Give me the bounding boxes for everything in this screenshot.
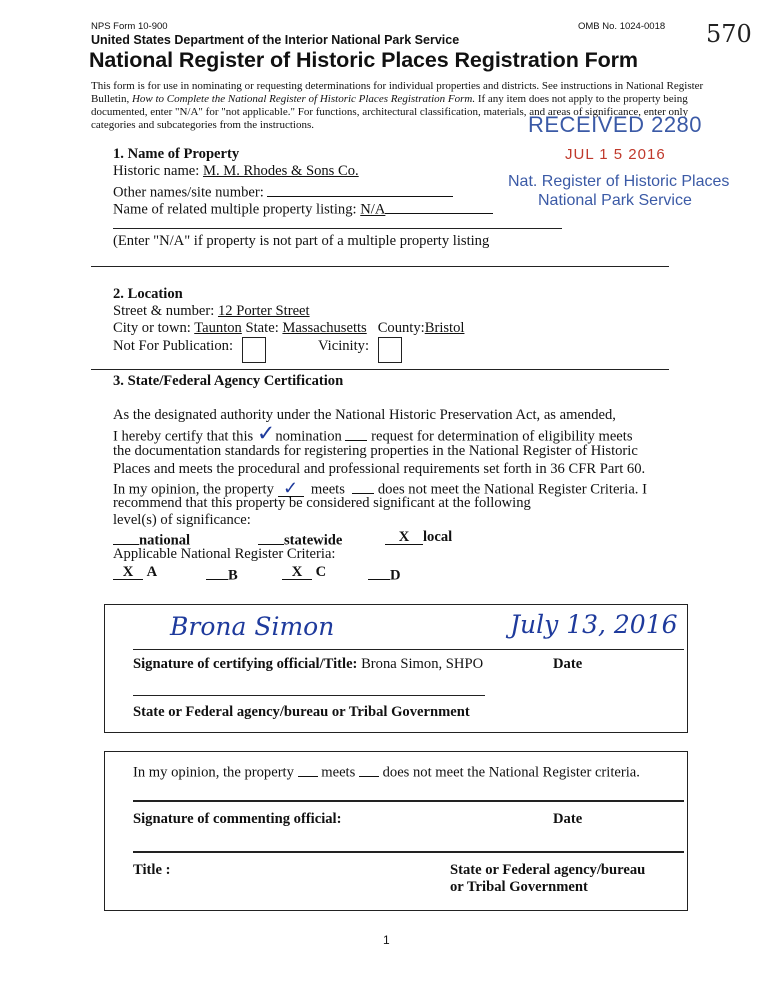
corner-handwritten-number: 570: [706, 20, 752, 48]
cert-para-line-4: Places and meets the procedural and professional requirements set forth in 36 CFR Part 60.: [113, 461, 646, 477]
section-1-heading: 1. Name of Property: [113, 146, 240, 162]
state-value: Massachusetts: [282, 320, 367, 336]
request-blank: [345, 425, 367, 441]
vicinity-checkbox[interactable]: [378, 337, 402, 363]
section-2-heading: 2. Location: [113, 286, 183, 302]
received-stamp-date: JUL 1 5 2016: [565, 146, 666, 163]
criterion-c: X C: [282, 564, 326, 581]
agency-line: [133, 695, 485, 696]
cert-para-line-1: As the designated authority under the National Historic Preservation Act, as amended,: [113, 407, 616, 423]
commenting-signature-line: [133, 800, 684, 802]
level-statewide: statewide: [258, 529, 342, 550]
certifying-signature: Brona Simon: [170, 612, 335, 641]
not-for-publication-checkbox[interactable]: [242, 337, 266, 363]
not-for-publication-label: Not For Publication:: [113, 338, 233, 354]
intro-line-4: categories and subcategories from the instructions.: [91, 119, 314, 131]
meets-check: ✓: [283, 477, 299, 499]
commenting-agency-line-1: State or Federal agency/bureau: [450, 862, 646, 878]
criterion-a: X A: [113, 564, 157, 581]
stamp-line-2: National Park Service: [538, 192, 692, 209]
page-title: National Register of Historic Places Registration Form: [89, 48, 638, 72]
department-name: United States Department of the Interior National Park Service: [91, 33, 460, 47]
criteria-label: Applicable National Register Criteria:: [113, 546, 336, 562]
commenting-agency-line-2: or Tribal Government: [450, 879, 588, 895]
cert-para-line-7: level(s) of significance:: [113, 512, 251, 528]
historic-name-row: Historic name: M. M. Rhodes & Sons Co.: [113, 163, 359, 179]
criterion-d: D: [368, 564, 401, 585]
city-value: Taunton: [194, 320, 242, 336]
intro-line-3: documented, enter "N/A" for "not applicable." For functions, architectural classification, materials, and areas of significance, enter only: [91, 106, 689, 118]
nomination-check: ✓: [256, 421, 276, 447]
certifying-signature-line: [133, 649, 684, 650]
certifying-agency-label: State or Federal agency/bureau or Tribal Government: [133, 704, 470, 720]
other-names-row: Other names/site number:: [113, 181, 453, 202]
city-row: City or town: Taunton State: Massachusetts County:Bristol: [113, 320, 465, 336]
certifying-date-label: Date: [553, 656, 583, 672]
certifying-signature-label: Signature of certifying official/Title: Brona Simon, SHPO: [133, 656, 484, 672]
related-listing-row: Name of related multiple property listing: N/A: [113, 198, 493, 219]
level-national: national: [113, 529, 190, 550]
other-names-blank: [267, 181, 453, 197]
page-number: 1: [383, 933, 390, 947]
intro-line-1: This form is for use in nominating or requesting determinations for individual properties and districts. See instructions in National Register: [91, 80, 704, 92]
cert-para-line-5: In my opinion, the property ✓ meets does not meet the National Register Criteria. I: [113, 477, 647, 499]
street-value: 12 Porter Street: [217, 303, 310, 319]
cert-para-line-2: I hereby certify that this ✓nomination request for determination of eligibility meets: [113, 421, 633, 447]
commenting-signature-label: Signature of commenting official:: [133, 811, 342, 827]
commenting-opinion: In my opinion, the property meets does not meet the National Register criteria.: [133, 761, 640, 782]
historic-name-value: M. M. Rhodes & Sons Co.: [202, 163, 359, 179]
certifying-official-name: Brona Simon, SHPO: [361, 656, 484, 672]
received-stamp: RECEIVED 2280: [528, 112, 703, 137]
level-local: X local: [385, 529, 452, 546]
section-divider-2: [91, 369, 669, 370]
section-3-heading: 3. State/Federal Agency Certification: [113, 373, 344, 389]
form-number: NPS Form 10-900: [91, 21, 168, 32]
criterion-b: B: [206, 564, 238, 585]
county-value: Bristol: [424, 320, 465, 336]
certifying-date-handwritten: July 13, 2016: [510, 610, 678, 639]
commenting-date-label: Date: [553, 811, 583, 827]
intro-line-2: Bulletin, How to Complete the National Register of Historic Places Registration Form. If any item does not apply to the property being: [91, 93, 688, 105]
commenting-title-label: Title :: [133, 862, 171, 878]
omb-number: OMB No. 1024-0018: [578, 21, 666, 32]
vicinity-label: Vicinity:: [318, 338, 370, 354]
commenting-title-line: [133, 851, 684, 853]
section-divider-1: [91, 266, 669, 267]
section-1-note: (Enter "N/A" if property is not part of a multiple property listing: [113, 233, 490, 249]
stamp-line-1: Nat. Register of Historic Places: [508, 173, 730, 190]
street-row: Street & number: 12 Porter Street: [113, 303, 310, 319]
cert-para-line-3: the documentation standards for registering properties in the National Register of Historic: [113, 443, 638, 459]
cert-para-line-6: recommend that this property be considered significant at the following: [113, 495, 531, 511]
related-listing-value: N/A: [360, 201, 386, 218]
section-1-rule: [113, 228, 562, 229]
